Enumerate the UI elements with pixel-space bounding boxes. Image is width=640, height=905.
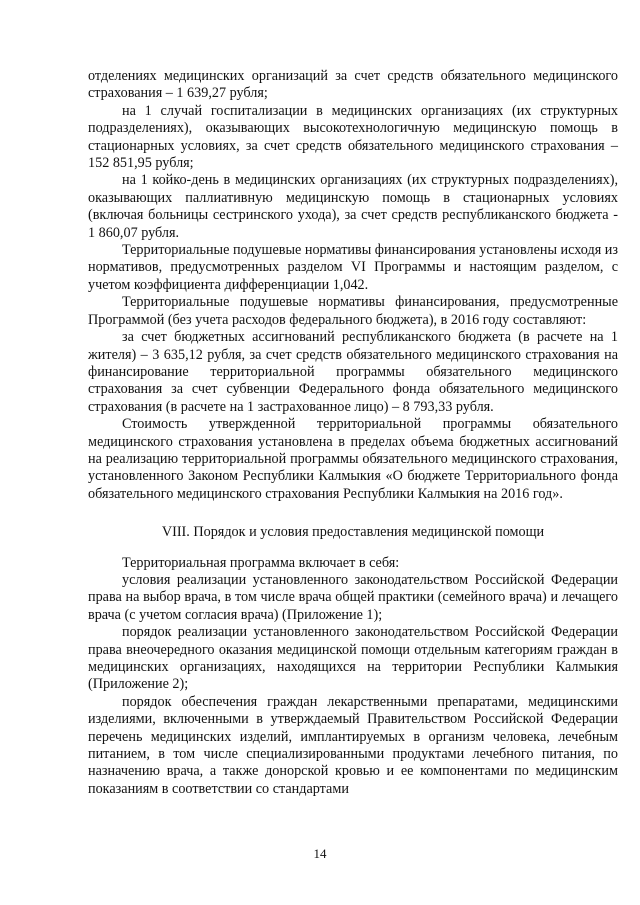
section-heading: VIII. Порядок и условия предоставления медицинской помощи <box>161 524 545 541</box>
page-number: 14 <box>313 846 327 861</box>
paragraph-choice-of-doctor: условия реализации установленного законодательством Российской Федерации права на выбор врача, в том числе врача общей практики (семейного врача) и лечащего врача (с учетом согласия врача) (Приложение 1); <box>88 571 618 623</box>
paragraph-program-cost: Стоимость утвержденной территориальной программы обязательного медицинского страхования установлена в пределах объема бюджетных ассигнований на реализацию территориальной программы обязательного медицинского страхования, установленного Законом Республики Калмыкия «О бюджете Территориального фонда обязательного медицинского страхования Республики Калмыкия на 2016 год». <box>88 416 618 502</box>
paragraph-territorial-norms: Территориальные подушевые нормативы финансирования установлены исходя из нормативов, предусмотренных разделом VI Программы и настоящим разделом, с учетом коэффициента дифференциации 1,042. <box>88 242 618 293</box>
paragraph-norms-2016: Территориальные подушевые нормативы финансирования, предусмотренные Программой (без учета расходов федерального бюджета), в 2016 году составляют: <box>88 294 618 328</box>
paragraph-budget-amounts: за счет бюджетных ассигнований республиканского бюджета (в расчете на 1 жителя) – 3 635,12 рубля, за счет средств обязательного медицинского страхования на финансирование территориальной программы обязательного медицинского страхования за счет субвенции Федерального фонда обязательного медицинского страхования (в расчете на 1 застрахованное лицо) – 8 793,33 рубля. <box>88 329 618 415</box>
paragraph-medicine-provision: порядок обеспечения граждан лекарственными препаратами, медицинскими изделиями, включенными в утверждаемый Правительством Российской Федерации перечень медицинских изделий, имплантируемых в организм человека, лечебным питанием, в том числе специализированными продуктами лечебного питания, по назначению врача, а также донорской кровью и ее компонентами по медицинским показаниям в соответствии со стандартами <box>88 693 618 797</box>
paragraph-palliative-cost: на 1 койко-день в медицинских организациях (их структурных подразделениях), оказывающих паллиативную медицинскую помощь в стационарных условиях (включая больницы сестринского ухода), за счет средств республиканского бюджета - 1 860,07 рубля. <box>88 172 618 241</box>
paragraph-hospitalization-cost: на 1 случай госпитализации в медицинских организациях (их структурных подразделениях), оказывающих высокотехнологичную медицинскую помощь в стационарных условиях, за счет средств обязательного медицинского страхования – 152 851,95 рубля; <box>88 102 618 172</box>
paragraph-continuation: отделениях медицинских организаций за счет средств обязательного медицинского страхования – 1 639,27 рубля; <box>88 68 618 102</box>
paragraph-priority-care: порядок реализации установленного законодательством Российской Федерации права внеочередного оказания медицинской помощи отдельным категориям граждан в медицинских организациях, находящихся на территории Республики Калмыкия (Приложение 2); <box>88 624 618 693</box>
paragraph-program-includes: Территориальная программа включает в себя: <box>122 554 400 571</box>
document-body <box>88 68 618 798</box>
